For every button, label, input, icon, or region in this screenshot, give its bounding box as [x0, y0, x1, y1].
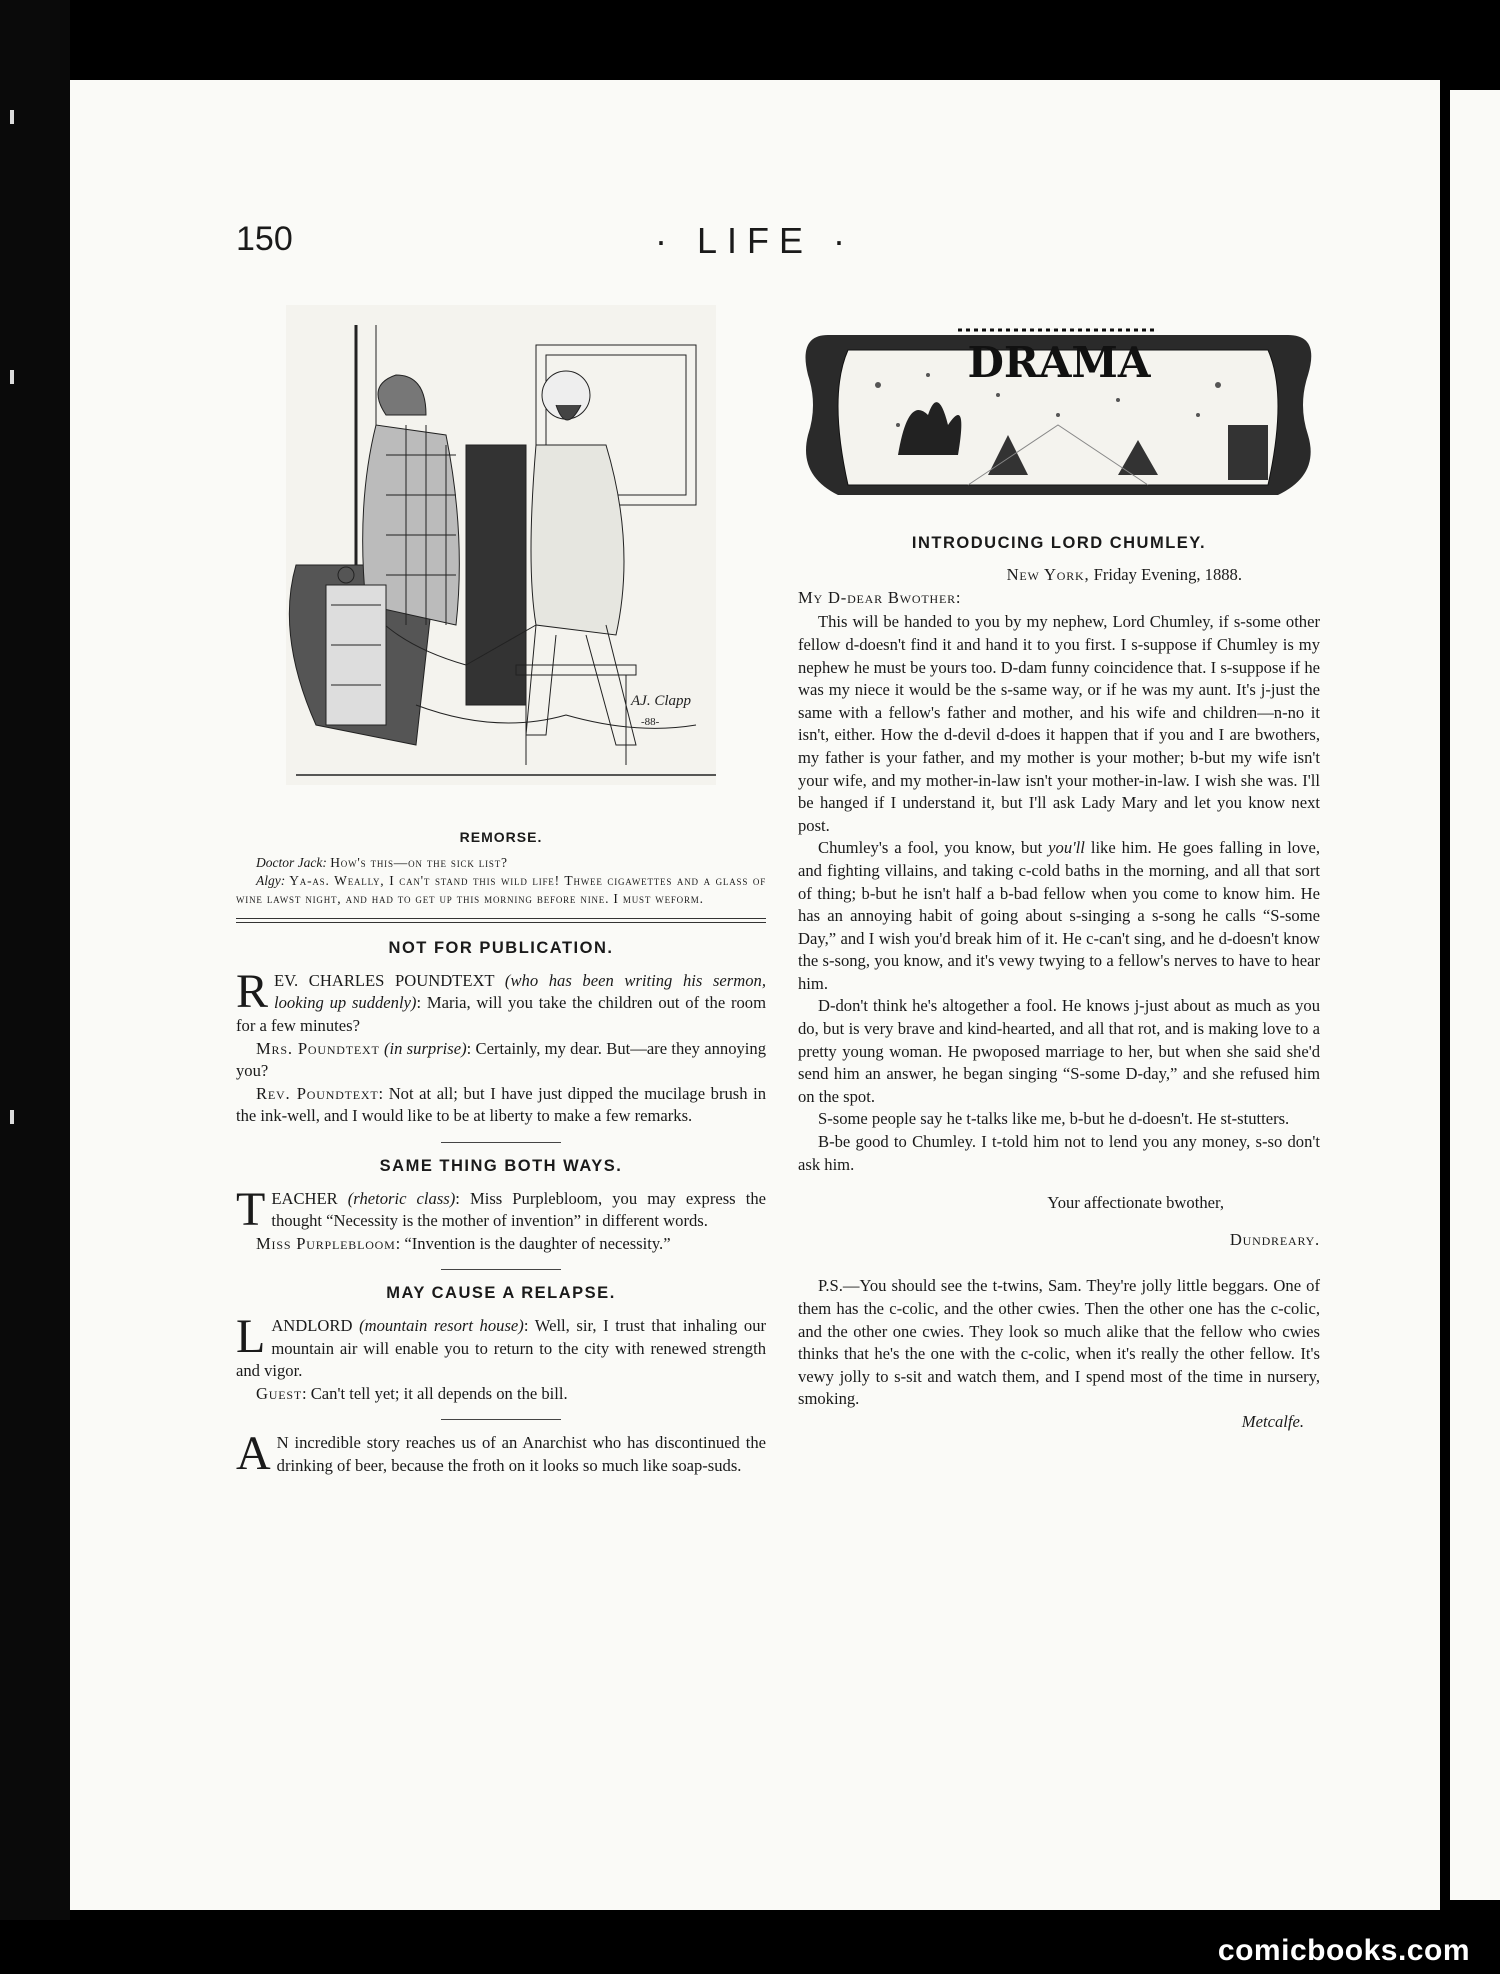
remorse-illustration	[236, 305, 766, 805]
short-divider	[441, 1269, 561, 1270]
section-divider	[236, 918, 766, 923]
drop-cap: L	[236, 1309, 266, 1363]
short-divider	[441, 1142, 561, 1143]
postscript: P.S.—You should see the t-twins, Sam. They're jolly little beggars. One of them has the c-colic, and the other cwies. Then the other one has the c-colic, and the other one cwies. They look so much alike that the fellow who cwies thinks that he's the one with the c-colic, when it's really the other fellow. It's vewy jolly to s-sit and watch them, and I spend most of the time in nursery, smoking.	[798, 1276, 1320, 1409]
letter-text: Chumley's a fool, you know, but	[818, 838, 1049, 858]
speaker-name: EACHER	[271, 1188, 338, 1208]
drop-cap: T	[236, 1182, 266, 1236]
speaker-name: ANDLORD	[271, 1315, 353, 1335]
article-title: MAY CAUSE A RELAPSE.	[386, 1284, 616, 1303]
dialogue: : Can't tell yet; it all depends on the bill.	[301, 1383, 568, 1403]
article-paragraph	[236, 1038, 766, 1083]
drop-cap: A	[236, 1427, 271, 1481]
speaker-name: Guest	[256, 1383, 302, 1403]
right-column	[798, 305, 1320, 1434]
article-paragraph	[236, 964, 766, 1038]
dialogue: : Well, sir, I trust that inhaling our mountain air will enable you to return to the city with renewed strength and vigor.	[236, 1315, 767, 1381]
letter-salutation: My D-dear Bwother:	[798, 587, 962, 607]
caption-line: Ya-as. Weally, I can't stand this wild life! Thwee cigawettes and a glass of wine lawst night, and had to get up this morning before nine. I must weform.	[236, 873, 767, 907]
dateline-date: Friday Evening, 1888.	[1093, 565, 1242, 585]
banner-word: DRAMA	[967, 338, 1151, 387]
article-paragraph	[236, 1182, 766, 1236]
letter-closing: Your affectionate bwother,	[1047, 1193, 1224, 1213]
speaker-name: EV. CHARLES POUNDTEXT	[274, 970, 495, 990]
author-signature: Metcalfe.	[1241, 1411, 1304, 1431]
scan-edge-left	[0, 0, 70, 1974]
article-paragraph	[236, 1383, 766, 1406]
left-column	[236, 305, 767, 1481]
drop-cap: R	[236, 964, 269, 1018]
magazine-page	[70, 80, 1440, 1910]
svg-text:AJ. Clapp: AJ. Clapp	[631, 693, 691, 709]
stage-direction: (mountain resort house)	[359, 1315, 524, 1335]
stage-direction: (rhetoric class)	[347, 1188, 456, 1208]
illustration-caption	[236, 826, 766, 909]
caption-speaker: Doctor Jack:	[256, 855, 327, 871]
page-number: 150	[236, 220, 293, 258]
article-paragraph	[236, 1309, 767, 1383]
emphasis: you'll	[1048, 838, 1085, 858]
article-title: NOT FOR PUBLICATION.	[388, 939, 614, 958]
dialogue: : Miss Purplebloom, you may express the thought “Necessity is the mother of invention” in different words.	[271, 1188, 766, 1231]
dialogue: : Certainly, my dear. But—are they annoying you?	[236, 1038, 767, 1081]
article-paragraph	[236, 1427, 766, 1481]
scan-mark	[10, 1110, 14, 1124]
dialogue: : “Invention is the daughter of necessity.”	[395, 1233, 671, 1253]
speaker-name: Mrs. Poundtext	[256, 1038, 380, 1058]
scan-mark	[10, 370, 14, 384]
caption-speaker: Algy:	[256, 873, 286, 889]
dateline-place: New York,	[1006, 565, 1090, 585]
article-paragraph	[236, 1083, 766, 1128]
dialogue: : Not at all; but I have just dipped the mucilage brush in the ink-well, and I would like to be at liberty to make a few remarks.	[236, 1083, 766, 1126]
letter-text: like him. He goes falling in love, and fighting villains, and taking c-cold baths in the morning, and all that sort of thing; b-but he isn't half a b-bad fellow when you come to know him. He has an annoying habit of going about s-singing a s-song he calls “S-some Day,” and I wish you'd break him of it. He c-can't sing, and he d-doesn't know the s-song, you know, and it's vewy twying to a fellow's nerves to have to hear him.	[798, 838, 1320, 993]
article-title: INTRODUCING LORD CHUMLEY.	[911, 533, 1207, 552]
letter-dateline	[798, 564, 1242, 587]
next-page-edge	[1450, 90, 1500, 1900]
stage-direction: (who has been writing his sermon, looking up suddenly)	[274, 970, 766, 1013]
speaker-name: Miss Purplebloom	[256, 1233, 396, 1253]
caption-line: How's this—on the sick list?	[330, 855, 508, 871]
scan-mark	[10, 110, 14, 124]
letter-paragraph: S-some people say he t-talks like me, b-but he d-doesn't. He st-stutters.	[818, 1109, 1290, 1129]
article-title: SAME THING BOTH WAYS.	[379, 1156, 623, 1175]
dialogue: : Maria, will you take the children out of the room for a few minutes?	[236, 993, 766, 1035]
speaker-name: Rev. Poundtext	[256, 1083, 379, 1103]
stage-direction: (in surprise)	[383, 1038, 467, 1058]
letter-paragraph	[798, 837, 1320, 995]
letter-paragraph: This will be handed to you by my nephew, Lord Chumley, if s-some other fellow d-doesn't find it and hand it to you first. I s-suppose if Chumley is my nephew he must be yours too. D-dam funny coincidence that. I s-suppose if he was my niece it would be the s-same way, or if he was my aunt. It's j-just the same with a fellow's father and mother, and his wife and children—n-no it isn't, either. How the d-devil d-does it happen that if you and I are bwothers, my father is your father, and my mother is your mother; b-but my wife isn't your wife, and my mother-in-law isn't your mother-in-law. I wish she was. I'll be hanged if I understand it, but I'll ask Lady Mary and let you know next post.	[798, 612, 1320, 835]
letter-signer: Dundreary.	[1229, 1229, 1320, 1249]
letter-paragraph: D-don't think he's altogether a fool. He knows j-just about as much as you do, but is very brave and kind-hearted, and all that rot, and is making love to a pretty young woman. He pwoposed marriage to her, but when she said she'd send him an answer, he began singing “S-some D-day,” and she refused him on the spot.	[798, 996, 1320, 1106]
anecdote-text: N incredible story reaches us of an Anarchist who has discontinued the drinking of beer, because the froth on it looks so much like soap-suds.	[276, 1433, 766, 1475]
drama-banner	[798, 305, 1320, 515]
letter-paragraph: B-be good to Chumley. I t-told him not to lend you any money, s-so don't ask him.	[798, 1132, 1320, 1174]
short-divider	[441, 1419, 561, 1420]
site-watermark: comicbooks.com	[1217, 1934, 1470, 1967]
article-paragraph	[236, 1233, 766, 1256]
masthead: · LIFE ·	[654, 220, 855, 261]
caption-title: REMORSE.	[459, 828, 543, 845]
svg-text:-88-: -88-	[641, 716, 660, 728]
